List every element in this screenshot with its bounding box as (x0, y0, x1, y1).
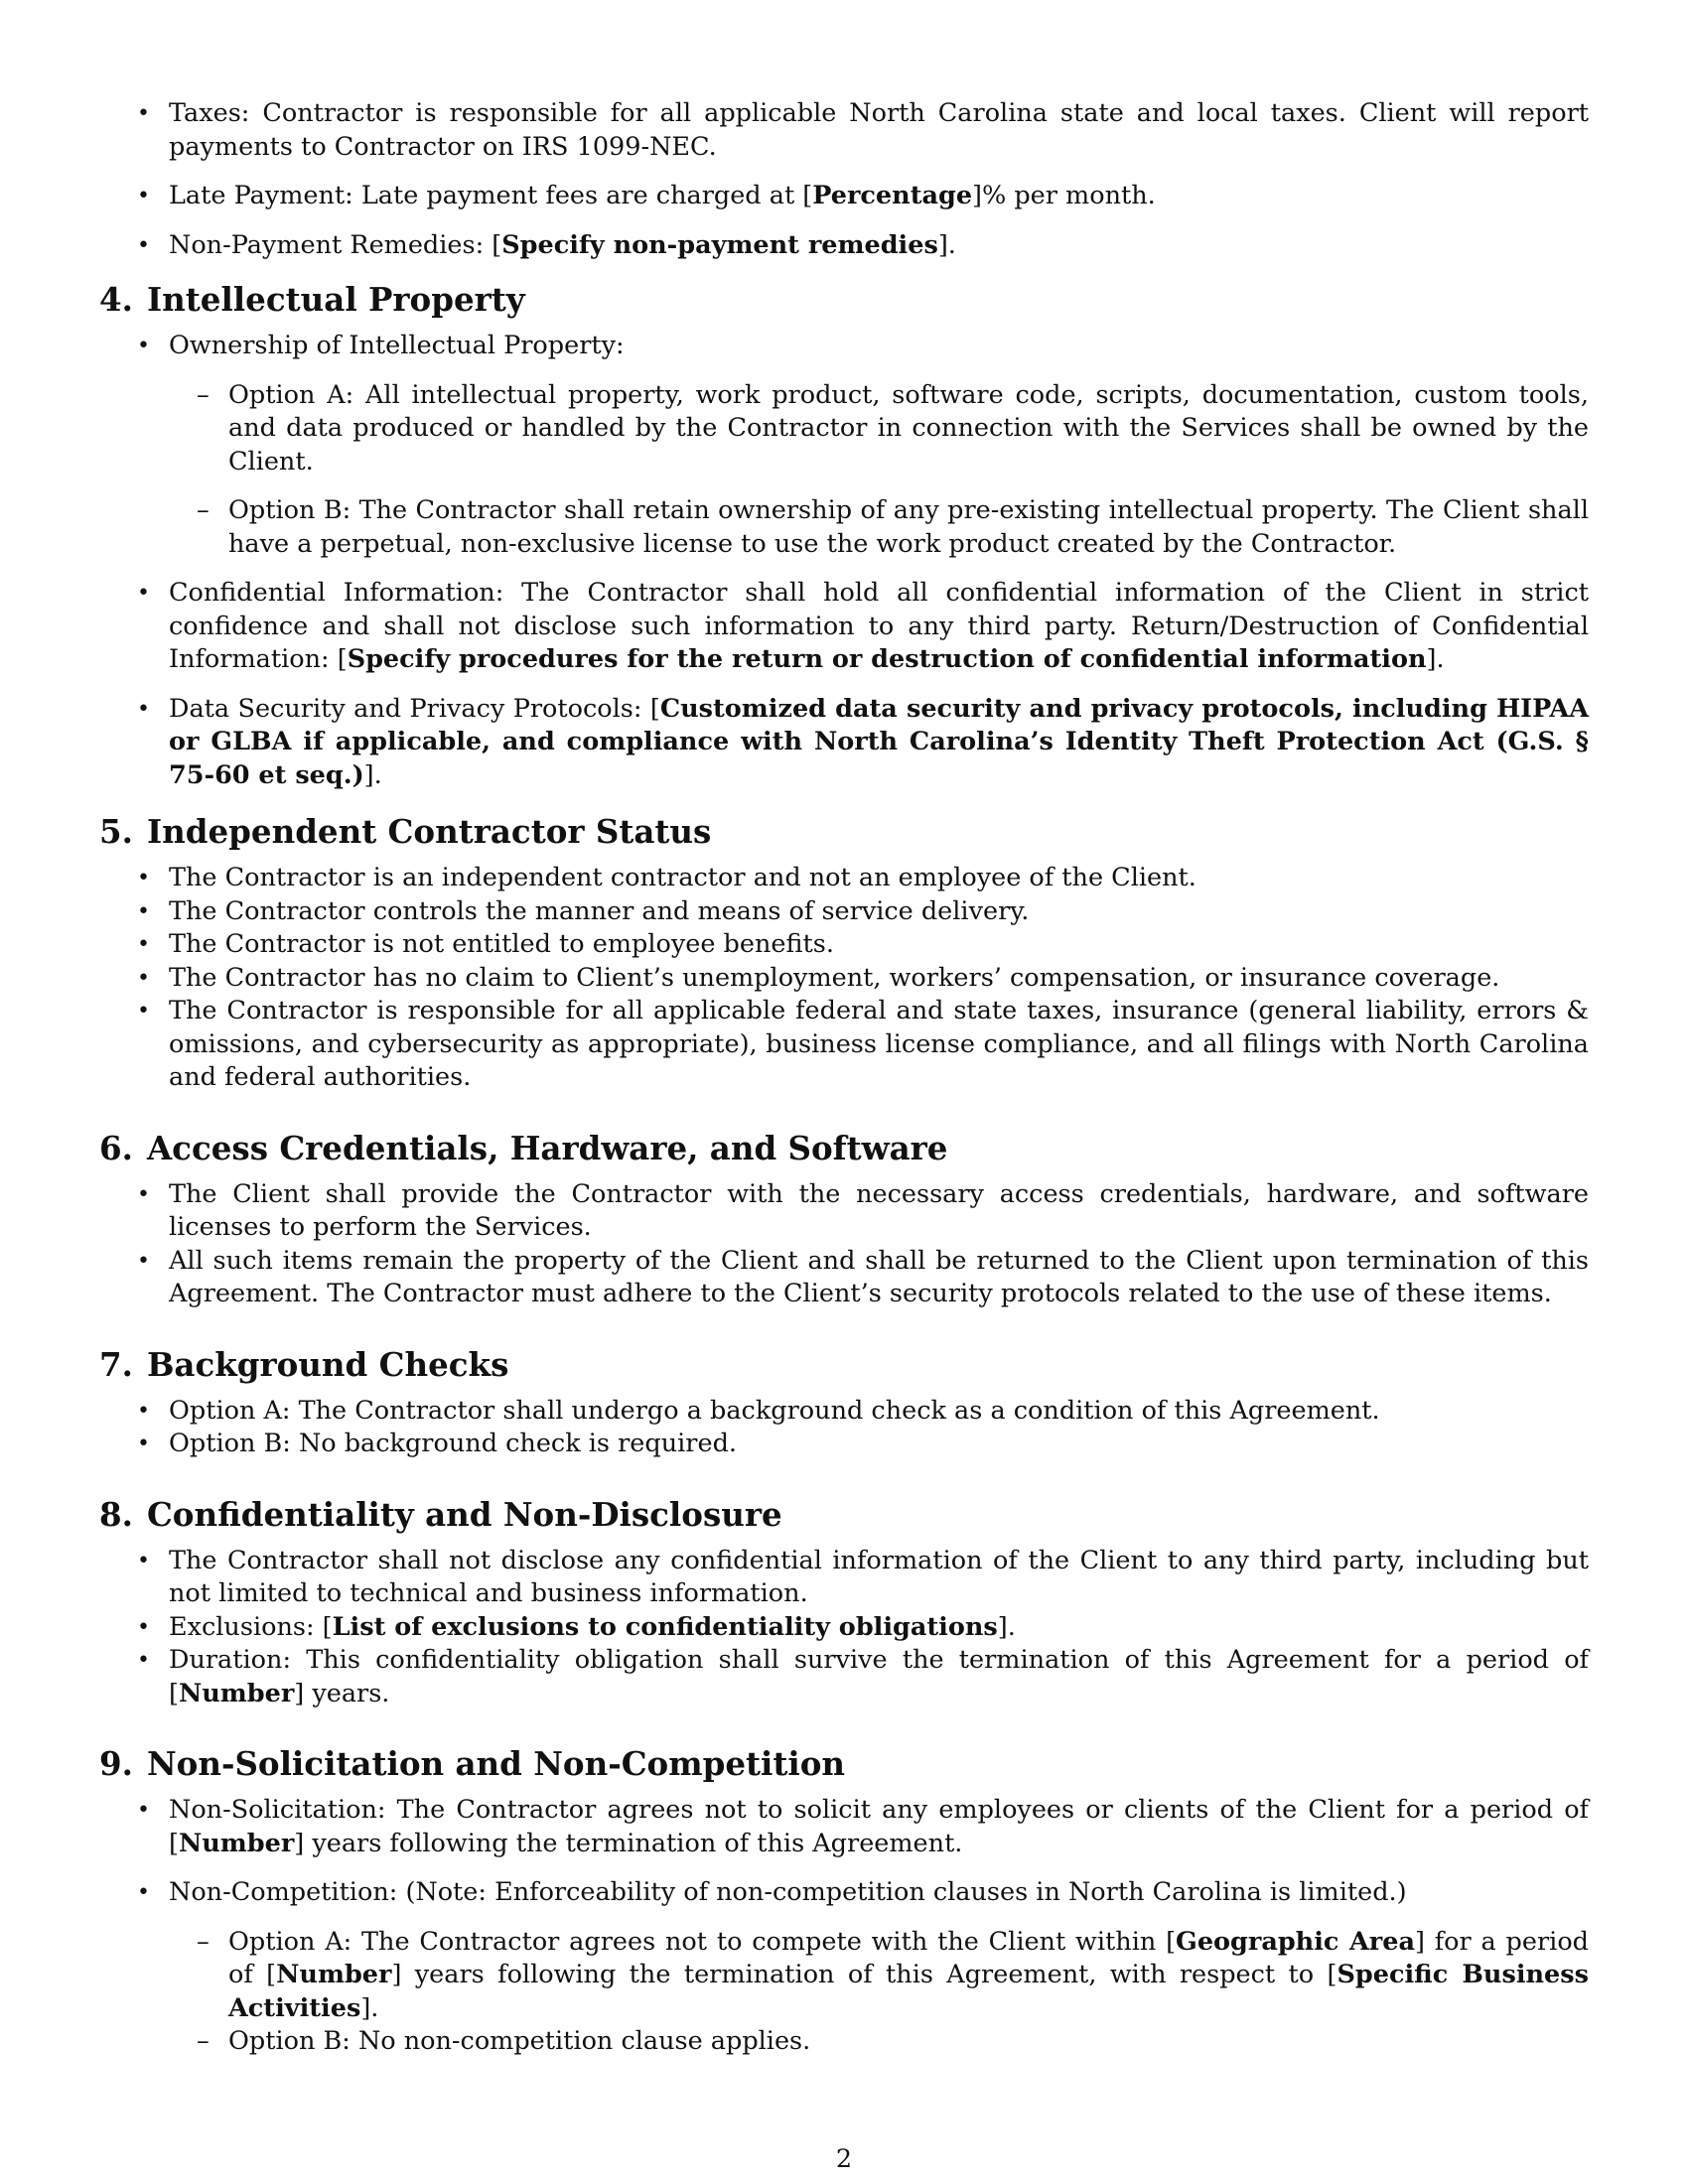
list-item: • The Contractor has no claim to Client’s unemployment, workers’ compensation, or insurance coverage. (99, 962, 1589, 996)
list-item: • Option A: The Contractor shall undergo a background check as a condition of this Agreement. (99, 1395, 1589, 1429)
section-heading: 7. Background Checks (99, 1344, 509, 1384)
section-heading: 9. Non-Solicitation and Non-Competition (99, 1744, 846, 1783)
section-background-checks (99, 1345, 1589, 1461)
list-item: • Duration: This confidentiality obligation shall survive the termination of this Agreement for a period of [Number] years. (99, 1644, 1589, 1710)
list-item: • Ownership of Intellectual Property: – Option A: All intellectual property, work product, software code, scripts, documentation, custom tools, and data produced or handled by the Contractor in connection with the Services shall be owned by the Client. – Option B: The Contractor shall retain ownership of any pre-existing intellectual property. The Client shall have a perpetual, non-exclusive license to use the work product created by the Contractor. (99, 330, 1589, 561)
section-heading: 8. Confidentiality and Non-Disclosure (99, 1494, 782, 1534)
list-item: • Non-Competition: (Note: Enforceability of non-competition clauses in North Carolina is limited.) – Option A: The Contractor agrees not to compete with the Client within [Geographic Area] for a period of [Number] years following the termination of this Agreement, with respect to [Specific Business Activities]. – Option B: No non-competition clause applies. (99, 1876, 1589, 2059)
list-item: • Non-Solicitation: The Contractor agrees not to solicit any employees or clients of the Client for a period of [Number] years following the termination of this Agreement. (99, 1794, 1589, 1860)
list-item: • Confidential Information: The Contractor shall hold all confidential information of the Client in strict confidence and shall not disclose such information to any third party. Return/Destruction of Confidential Information: [Specify procedures for the return or destruction of confidential information]. (99, 577, 1589, 677)
list-item: – Option B: The Contractor shall retain ownership of any pre-existing intellectual property. The Client shall have a perpetual, non-exclusive license to use the work product created by the Contractor. (169, 494, 1589, 561)
section-heading: 6. Access Credentials, Hardware, and Software (99, 1128, 948, 1167)
list-item: – Option A: All intellectual property, work product, software code, scripts, documentation, custom tools, and data produced or handled by the Contractor in connection with the Services shall be owned by the Client. (169, 379, 1589, 479)
list-item: • The Contractor shall not disclose any confidential information of the Client to any third party, including but not limited to technical and business information. (99, 1545, 1589, 1611)
list-item: • Exclusions: [List of exclusions to confidentiality obligations]. (99, 1611, 1589, 1645)
list-item: • Taxes: Contractor is responsible for all applicable North Carolina state and local taxes. Client will report payments to Contractor on IRS 1099-NEC. (99, 97, 1589, 164)
section-independent-contractor-status (99, 812, 1589, 1095)
document-body (99, 97, 1589, 2075)
section-heading: 5. Independent Contractor Status (99, 812, 712, 851)
section-heading: 4. Intellectual Property (99, 280, 525, 319)
section-confidentiality (99, 1495, 1589, 1711)
list-item: • Data Security and Privacy Protocols: [Customized data security and privacy protocols, including HIPAA or GLBA if applicable, and compliance with North Carolina’s Identity Theft Protection Act (G.S. § 75-60 et seq.)]. (99, 693, 1589, 793)
list-item: • Late Payment: Late payment fees are charged at [Percentage]% per month. (99, 180, 1589, 213)
list-item: • The Client shall provide the Contractor with the necessary access credentials, hardware, and software licenses to perform the Services. (99, 1178, 1589, 1245)
list-item: – Option B: No non-competition clause applies. (169, 2025, 1589, 2059)
section-intellectual-property (99, 280, 1589, 792)
list-item: • The Contractor is not entitled to employee benefits. (99, 928, 1589, 962)
list-item: • The Contractor controls the manner and means of service delivery. (99, 895, 1589, 929)
list-item: • All such items remain the property of the Client and shall be returned to the Client upon termination of this Agreement. The Contractor must adhere to the Client’s security protocols related to the use of these items. (99, 1245, 1589, 1311)
list-item: • Option B: No background check is required. (99, 1428, 1589, 1461)
payment-terms-list (99, 97, 1589, 262)
section-access-credentials (99, 1129, 1589, 1311)
list-item: • The Contractor is responsible for all applicable federal and state taxes, insurance (general liability, errors & omissions, and cybersecurity as appropriate), business license compliance, and all filings with North Carolina and federal authorities. (99, 995, 1589, 1095)
list-item: – Option A: The Contractor agrees not to compete with the Client within [Geographic Area] for a period of [Number] years following the termination of this Agreement, with respect to [Specific Business Activities]. (169, 1926, 1589, 2026)
list-item: • Non-Payment Remedies: [Specify non-payment remedies]. (99, 229, 1589, 263)
page-number: 2 (835, 2144, 853, 2174)
list-item: • The Contractor is an independent contractor and not an employee of the Client. (99, 862, 1589, 895)
section-non-solicitation (99, 1744, 1589, 2059)
